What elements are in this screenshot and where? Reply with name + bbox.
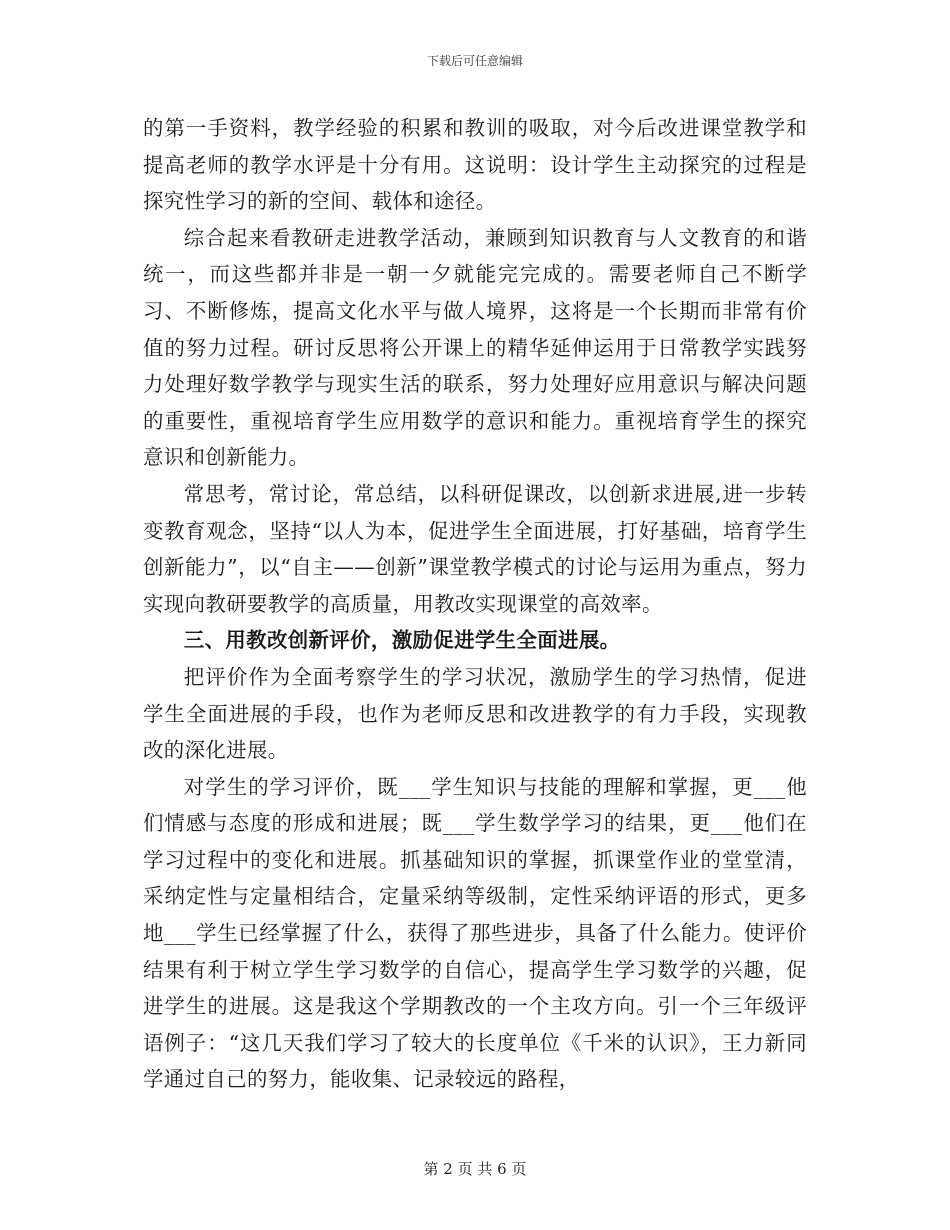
page-header: 下载后可任意编辑 xyxy=(426,54,523,68)
page-footer: 第 2 页 共 6 页 xyxy=(423,1160,527,1178)
document-body xyxy=(143,110,807,1098)
paragraph: 对学生的学习评价，既___学生知识与技能的理解和掌握，更___他们情感与态度的形成和进展；既___学生数学学习的结果，更___他们在学习过程中的变化和进展。抓基础知识的掌握，抓课堂作业的堂堂清，采纳定性与定量相结合，定量采纳等级制，定性采纳评语的形式，更多地___学生已经掌握了什么，获得了那些进步，具备了什么能力。使评价结果有利于树立学生学习数学的自信心，提高学生学习数学的兴趣，促进学生的进展。这是我这个学期教改的一个主攻方向。引一个三年级评语例子：“这几天我们学习了较大的长度单位《千米的认识》，王力新同学通过自己的努力，能收集、记录较远的路程， xyxy=(143,774,807,1092)
paragraph: 常思考，常讨论，常总结，以科研促课改，以创新求进展,进一步转变教育观念，坚持“以人为本，促进学生全面进展，打好基础，培育学生创新能力”，以“自主——创新”课堂教学模式的讨论与运用为重点，努力实现向教研要教学的高质量，用教改实现课堂的高效率。 xyxy=(143,481,807,616)
paragraph: 把评价作为全面考察学生的学习状况，激励学生的学习热情，促进学生全面进展的手段，也作为老师反思和改进教学的有力手段，实现教改的深化进展。 xyxy=(143,664,807,763)
paragraph: 综合起来看教研走进教学活动，兼顾到知识教育与人文教育的和谐统一，而这些都并非是一朝一夕就能完完成的。需要老师自己不断学习、不断修炼，提高文化水平与做人境界，这将是一个长期而非常有价值的努力过程。研讨反思将公开课上的精华延伸运用于日常教学实践努力处理好数学教学与现实生活的联系，努力处理好应用意识与解决问题的重要性，重视培育学生应用数学的意识和能力。重视培育学生的探究意识和创新能力。 xyxy=(143,225,807,470)
paragraph: 的第一手资料，教学经验的积累和教训的吸取，对今后改进课堂教学和提高老师的教学水评是十分有用。这说明：设计学生主动探究的过程是探究性学习的新的空间、载体和途径。 xyxy=(143,116,807,214)
section-heading: 三、用教改创新评价，激励促进学生全面进展。 xyxy=(183,628,621,653)
